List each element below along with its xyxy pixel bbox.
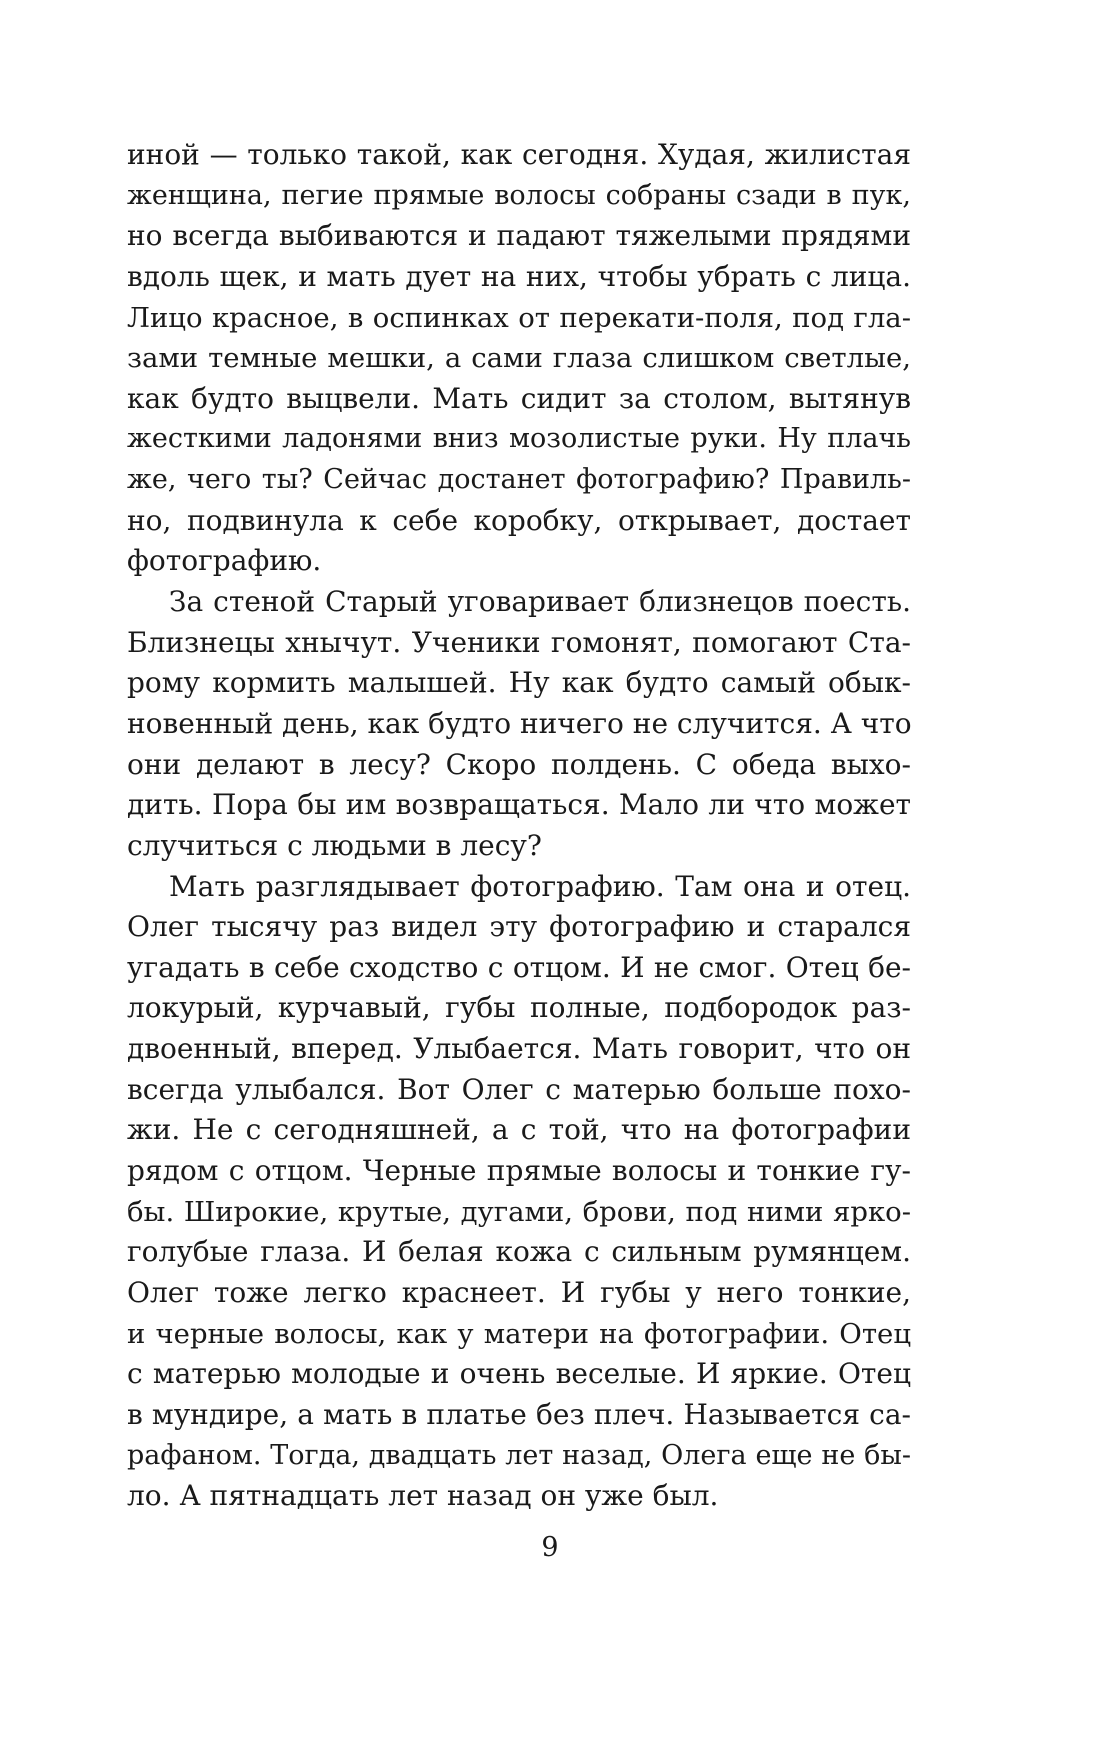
paragraph: [127, 582, 911, 866]
text-line: жесткими ладонями вниз мозолистые руки. Ну плачь: [127, 423, 911, 455]
text-line: иной — только такой, как сегодня. Худая, жилистая: [127, 138, 911, 171]
text-line: но всегда выбиваются и падают тяжелыми прядями: [127, 219, 911, 253]
text-line: угадать в себе сходство с отцом. И не смог. Отец бе-: [127, 950, 911, 984]
text-line: Мать разглядывает фотографию. Там она и отец.: [169, 869, 911, 903]
text-line: женщина, пегие прямые волосы собраны сзади в пук,: [127, 179, 911, 211]
text-line: же, чего ты? Сейчас достанет фотографию? Правиль-: [127, 464, 911, 496]
text-line: дить. Пора бы им возвращаться. Мало ли что может: [127, 788, 911, 822]
text-line: рому кормить малышей. Ну как будто самый обык-: [127, 666, 911, 700]
text-line: локурый, курчавый, губы полные, подбородок раз-: [127, 991, 911, 1025]
text-line: голубые глаза. И белая кожа с сильным румянцем.: [127, 1235, 911, 1269]
text-line: Олег тысячу раз видел эту фотографию и старался: [127, 910, 911, 944]
text-line: бы. Широкие, крутые, дугами, брови, под ними ярко-: [127, 1195, 911, 1228]
paragraph: [127, 867, 911, 1517]
paragraph: [127, 135, 911, 582]
text-line: случиться с людьми в лесу?: [127, 828, 542, 862]
text-line: вдоль щек, и мать дует на них, чтобы убрать с лица.: [127, 259, 911, 293]
text-line: ло. А пятнадцать лет назад он уже был.: [127, 1479, 719, 1513]
text-line: Близнецы хнычут. Ученики гомонят, помогают Ста-: [127, 625, 911, 659]
text-line: в мундире, а мать в платье без плеч. Называется са-: [127, 1397, 911, 1431]
text-line: двоенный, вперед. Улыбается. Мать говорит, что он: [127, 1032, 911, 1066]
text-line: новенный день, как будто ничего не случится. А что: [127, 706, 912, 740]
text-line: всегда улыбался. Вот Олег с матерью больше похо-: [127, 1072, 911, 1106]
text-line: с матерью молодые и очень веселые. И яркие. Отец: [127, 1357, 911, 1391]
text-line: рафаном. Тогда, двадцать лет назад, Олега еще не бы-: [127, 1439, 911, 1471]
page-number: 9: [541, 1532, 559, 1563]
text-line: Лицо красное, в оспинках от перекати-поля, под гла-: [127, 301, 911, 334]
text-line: жи. Не с сегодняшней, а с той, что на фотографии: [127, 1113, 911, 1147]
text-line: рядом с отцом. Черные прямые волосы и тонкие гу-: [127, 1154, 911, 1188]
text-line: они делают в лесу? Скоро полдень. С обеда выхо-: [127, 747, 911, 781]
text-line: За стеной Старый уговаривает близнецов поесть.: [169, 585, 911, 619]
text-line: как будто выцвели. Мать сидит за столом, вытянув: [127, 381, 911, 415]
text-line: и черные волосы, как у матери на фотографии. Отец: [127, 1317, 911, 1350]
text-line: но, подвинула к себе коробку, открывает, достает: [127, 503, 911, 537]
text-line: Олег тоже легко краснеет. И губы у него тонкие,: [127, 1275, 911, 1309]
body-text: [127, 135, 911, 1517]
text-line: зами темные мешки, а сами глаза слишком светлые,: [127, 342, 911, 375]
text-line: фотографию.: [127, 544, 322, 578]
